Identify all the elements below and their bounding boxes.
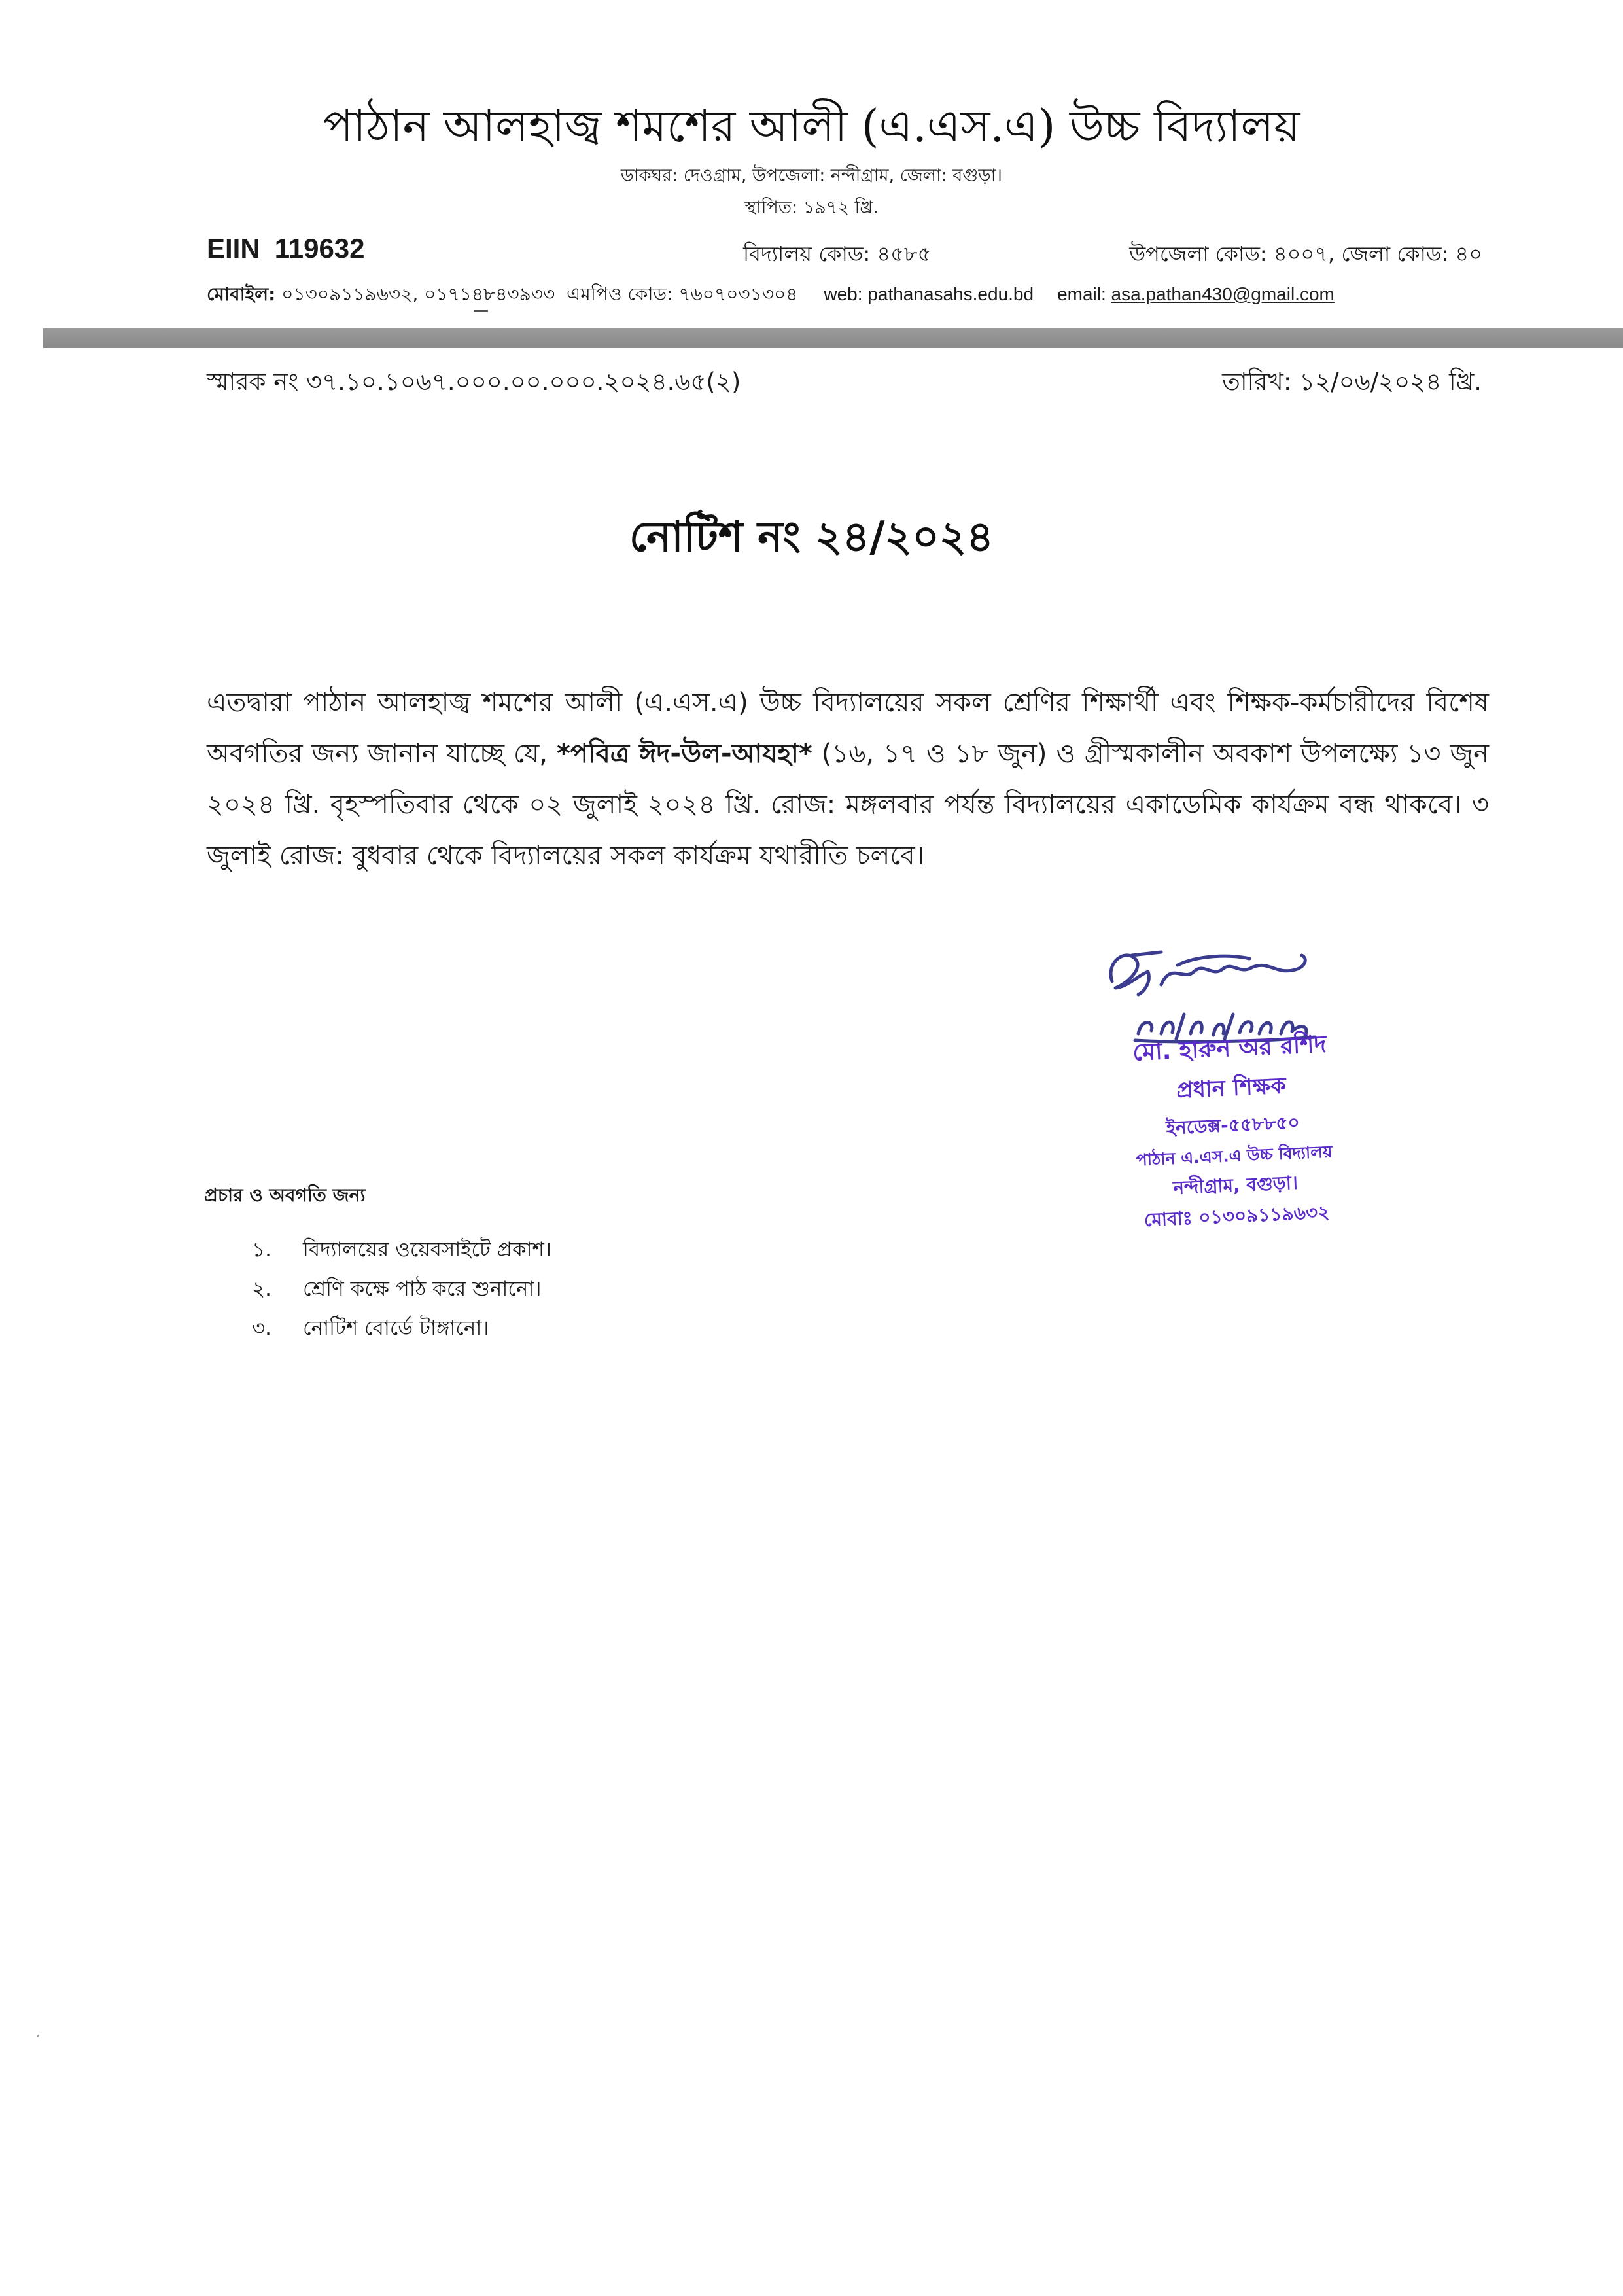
mobile-numbers: ০১৩০৯১১৯৬৩২, ০১৭১৪৮৪৩৯৩৩ — [275, 283, 555, 305]
notice-body-part2: (১৬, ১৭ ও ১৮ জুন) ও গ্রীস্মকালীন অবকাশ উপলক্ষ্যে ১৩ জুন ২০২৪ খ্রি. বৃহস্পতিবার থেকে ০২ জুলাই ২০২৪ খ্রি. রোজ: মঙ্গলবার পর্যন্ত বিদ্যালয়ের একাডেমিক কার্যক্রম বন্ধ থাকবে। ৩ জুলাই রোজ: বুধবার থেকে বিদ্যালয়ের সকল কার্যক্রম যথারীতি চলবে। — [207, 739, 1489, 871]
eiin — [207, 233, 365, 264]
school-address: ডাকঘর: দেওগ্রাম, উপজেলা: নন্দীগ্রাম, জেলা: বগুড়া। — [620, 166, 1003, 186]
mpo-code: এমপিও কোড: ৭৬০৭০৩১৩০৪ — [567, 283, 798, 305]
established-year: স্থাপিত: ১৯৭২ খ্রি. — [744, 198, 879, 218]
list-item-number: ৩. — [252, 1316, 272, 1340]
school-name: পাঠান আলহাজ্ব শমশের আলী (এ.এস.এ) উচ্চ বিদ্যালয় — [323, 101, 1300, 152]
list-item — [252, 1309, 551, 1348]
headmaster-stamp — [1078, 1024, 1387, 1239]
notice-body-holiday: *পবিত্র ঈদ-উল-আযহা* — [556, 739, 812, 769]
notice-body — [207, 677, 1489, 881]
notice-date: তারিখ: ১২/০৬/২০২৪ খ্রি. — [1222, 368, 1482, 396]
header-divider-bar — [43, 328, 1623, 348]
mobile-label: মোবাইল: — [207, 283, 276, 305]
list-item-text: নোটিশ বোর্ডে টাঙ্গানো। — [303, 1316, 489, 1340]
stamp-school: পাঠান এ.এস.এ উচ্চ বিদ্যালয় — [1136, 1142, 1333, 1170]
stamp-designation: প্রধান শিক্ষক — [1176, 1072, 1287, 1104]
notice-title: নোটিশ নং ২৪/২০২৪ — [629, 513, 994, 561]
list-item-text: শ্রেণি কক্ষে পাঠ করে শুনানো। — [303, 1277, 542, 1301]
list-item-text: বিদ্যালয়ের ওয়েবসাইটে প্রকাশ। — [303, 1238, 551, 1262]
list-item — [252, 1269, 551, 1309]
email-link[interactable]: asa.pathan430@gmail.com — [1111, 284, 1335, 304]
scan-speck — [37, 2035, 39, 2037]
school-code: বিদ্যালয় কোড: ৪৫৮৫ — [743, 241, 932, 266]
ink-mark — [474, 310, 488, 312]
list-item-number: ২. — [252, 1277, 272, 1301]
stamp-name: মো. হারুন অর রশিদ — [1132, 1031, 1327, 1067]
eiin-label: EIIN — [207, 233, 260, 264]
upazila-district-code: উপজেলা কোড: ৪০০৭, জেলা কোড: ৪০ — [1129, 241, 1482, 266]
email-label: email: — [1057, 284, 1111, 304]
website: web: pathanasahs.edu.bd — [824, 284, 1034, 304]
notice-body-part1: এতদ্বারা পাঠান আলহাজ্ব শমশের আলী (এ.এস.এ) উচ্চ বিদ্যালয়ের সকল শ্রেণির শিক্ষার্থী এবং শিক্ষক-কর্মচারীদের বিশেষ অবগতির জন্য জানান যাচ্ছে যে, — [207, 688, 1489, 769]
contact-line — [207, 280, 1335, 311]
list-item — [252, 1230, 551, 1269]
distribution-list — [252, 1230, 551, 1348]
memo-number: স্মারক নং ৩৭.১০.১০৬৭.০০০.০০.০০০.২০২৪.৬৫(২) — [207, 368, 741, 396]
eiin-number: 119632 — [274, 233, 365, 264]
distribution-heading: প্রচার ও অবগতি জন্য — [204, 1184, 366, 1206]
list-item-number: ১. — [252, 1238, 271, 1262]
stamp-mobile: মোবাঃ ০১৩০৯১১৯৬৩২ — [1143, 1201, 1330, 1231]
stamp-index: ইনডেক্স-৫৫৮৮৫০ — [1165, 1111, 1300, 1139]
email-block — [1057, 284, 1335, 304]
stamp-location: নন্দীগ্রাম, বগুড়া। — [1172, 1171, 1299, 1199]
